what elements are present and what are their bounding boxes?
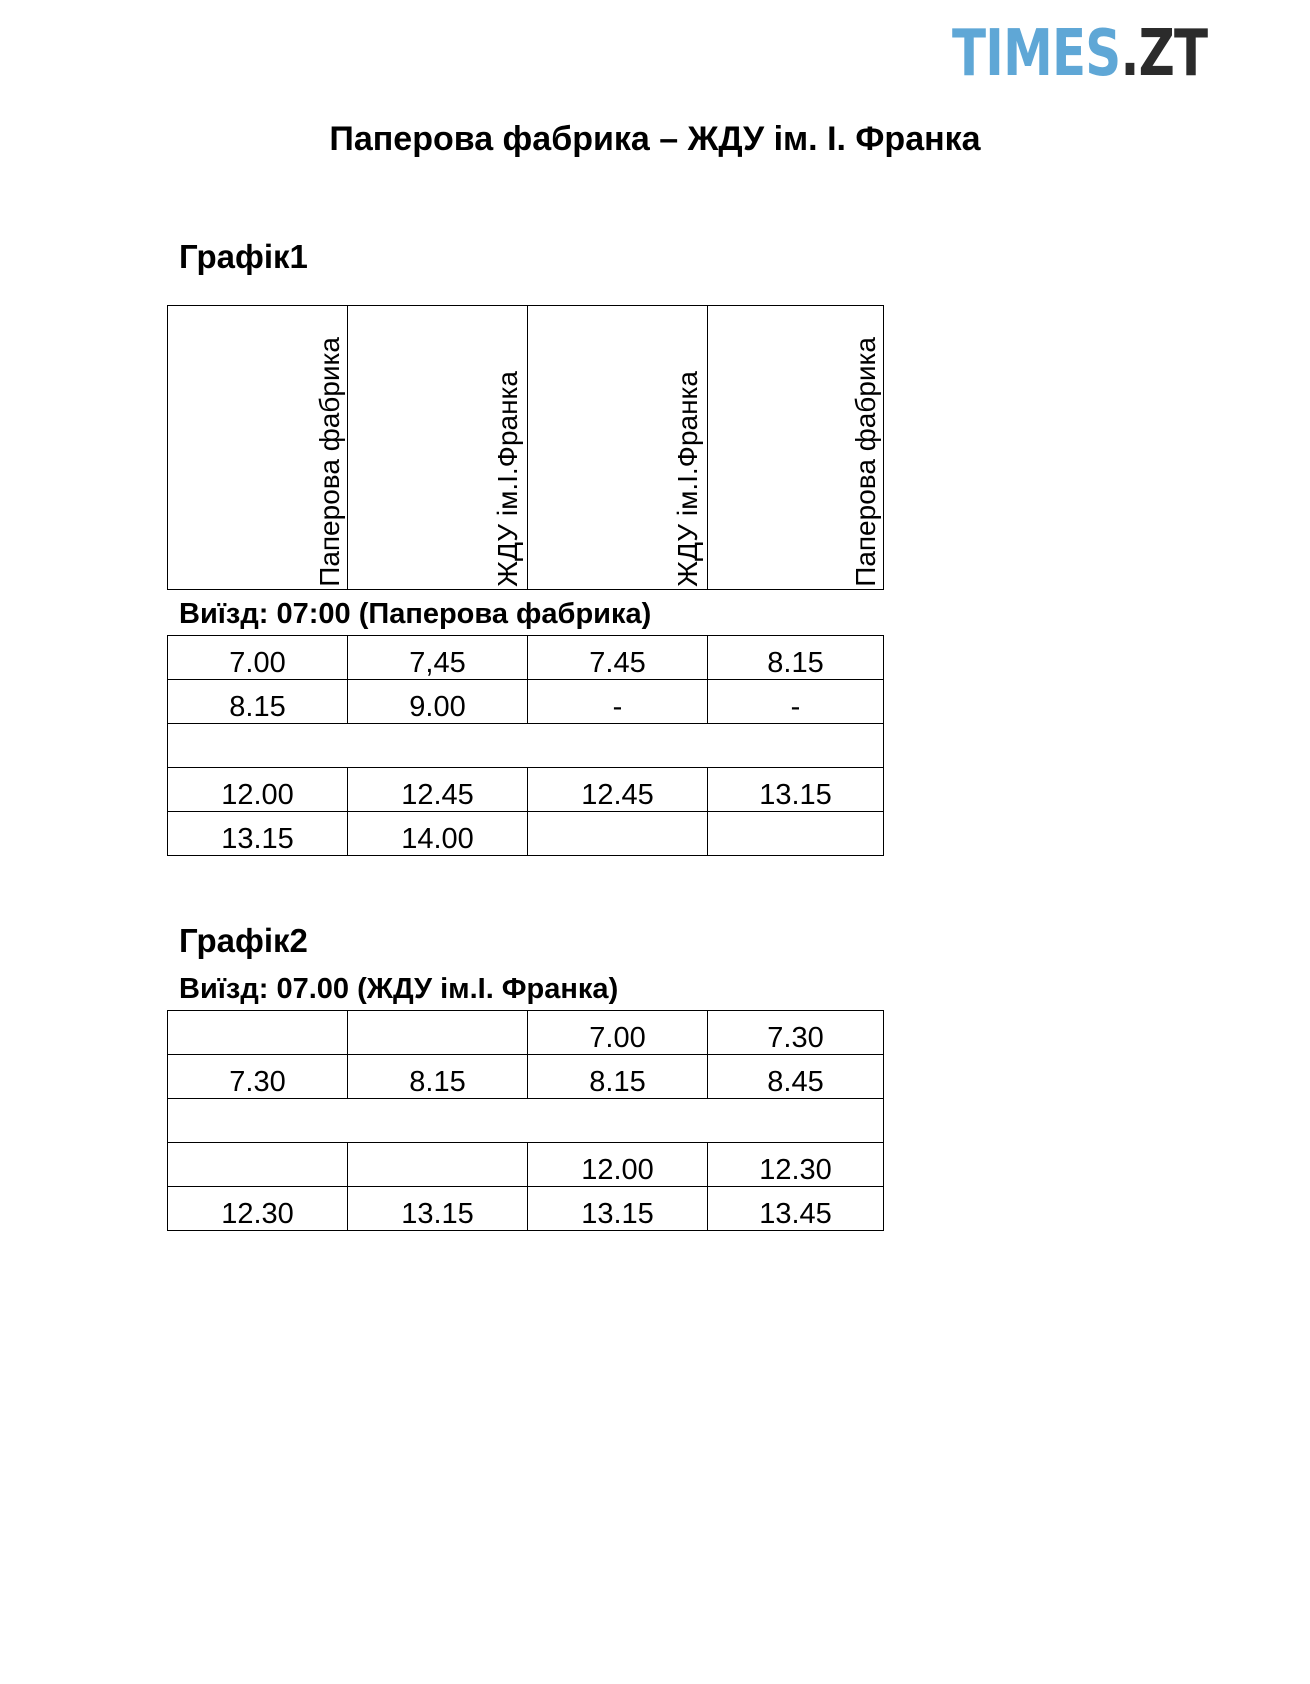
time-cell: 12.30: [708, 1143, 884, 1187]
schedule-2-departure: Виїзд: 07.00 (ЖДУ ім.І. Франка): [179, 973, 619, 1005]
time-cell: [708, 812, 884, 856]
time-cell: 7.00: [528, 1011, 708, 1055]
time-cell: [348, 1143, 528, 1187]
schedule-2-heading: Графік2: [179, 922, 308, 959]
time-cell: -: [528, 680, 708, 724]
schedule-1-heading: Графік1: [179, 238, 308, 275]
table-row: [168, 1143, 884, 1187]
time-cell: [168, 1143, 348, 1187]
header-stop-label: Паперова фабрика: [850, 337, 881, 587]
time-cell: [348, 1011, 528, 1055]
header-stop-label: ЖДУ ім.І.Франка: [492, 371, 523, 587]
time-cell: 12.30: [168, 1187, 348, 1231]
schedule-2-times-table: [167, 1010, 884, 1231]
page-title: Паперова фабрика – ЖДУ ім. І. Франка: [329, 120, 981, 158]
table-row: [168, 812, 884, 856]
time-cell: 8.15: [168, 680, 348, 724]
logo-zt-text: .ZT: [1120, 17, 1208, 91]
time-cell: 13.45: [708, 1187, 884, 1231]
time-cell: 7.30: [168, 1055, 348, 1099]
time-cell: 8.45: [708, 1055, 884, 1099]
time-cell: [528, 812, 708, 856]
header-cell: [708, 306, 884, 590]
site-logo[interactable]: [952, 17, 1208, 91]
time-cell: 13.15: [168, 812, 348, 856]
time-cell: 13.15: [348, 1187, 528, 1231]
empty-merged-cell: [168, 724, 884, 768]
header-cell: [528, 306, 708, 590]
table-row: [168, 1187, 884, 1231]
table-row: [168, 636, 884, 680]
time-cell: 13.15: [528, 1187, 708, 1231]
time-cell: 7,45: [348, 636, 528, 680]
break-row: [168, 724, 884, 768]
time-cell: 12.45: [348, 768, 528, 812]
time-cell: 12.00: [168, 768, 348, 812]
break-row: [168, 1099, 884, 1143]
logo-times-text: TIMES: [952, 17, 1121, 91]
time-cell: 8.15: [708, 636, 884, 680]
time-cell: -: [708, 680, 884, 724]
time-cell: 13.15: [708, 768, 884, 812]
time-cell: 14.00: [348, 812, 528, 856]
header-cell: [348, 306, 528, 590]
table-row: [168, 1055, 884, 1099]
header-stop-label: ЖДУ ім.І.Франка: [672, 371, 703, 587]
time-cell: 8.15: [348, 1055, 528, 1099]
header-cell: [168, 306, 348, 590]
schedule-1-departure: Виїзд: 07:00 (Паперова фабрика): [179, 598, 652, 630]
table-row: [168, 1011, 884, 1055]
table-row: [168, 680, 884, 724]
schedule-1-header-table: [167, 305, 884, 590]
empty-merged-cell: [168, 1099, 884, 1143]
schedule-1-times-table: [167, 635, 884, 856]
time-cell: 9.00: [348, 680, 528, 724]
time-cell: 7.00: [168, 636, 348, 680]
time-cell: 12.45: [528, 768, 708, 812]
time-cell: 12.00: [528, 1143, 708, 1187]
header-stop-label: Паперова фабрика: [314, 337, 345, 587]
time-cell: [168, 1011, 348, 1055]
time-cell: 7.30: [708, 1011, 884, 1055]
time-cell: 7.45: [528, 636, 708, 680]
table-row: [168, 768, 884, 812]
time-cell: 8.15: [528, 1055, 708, 1099]
